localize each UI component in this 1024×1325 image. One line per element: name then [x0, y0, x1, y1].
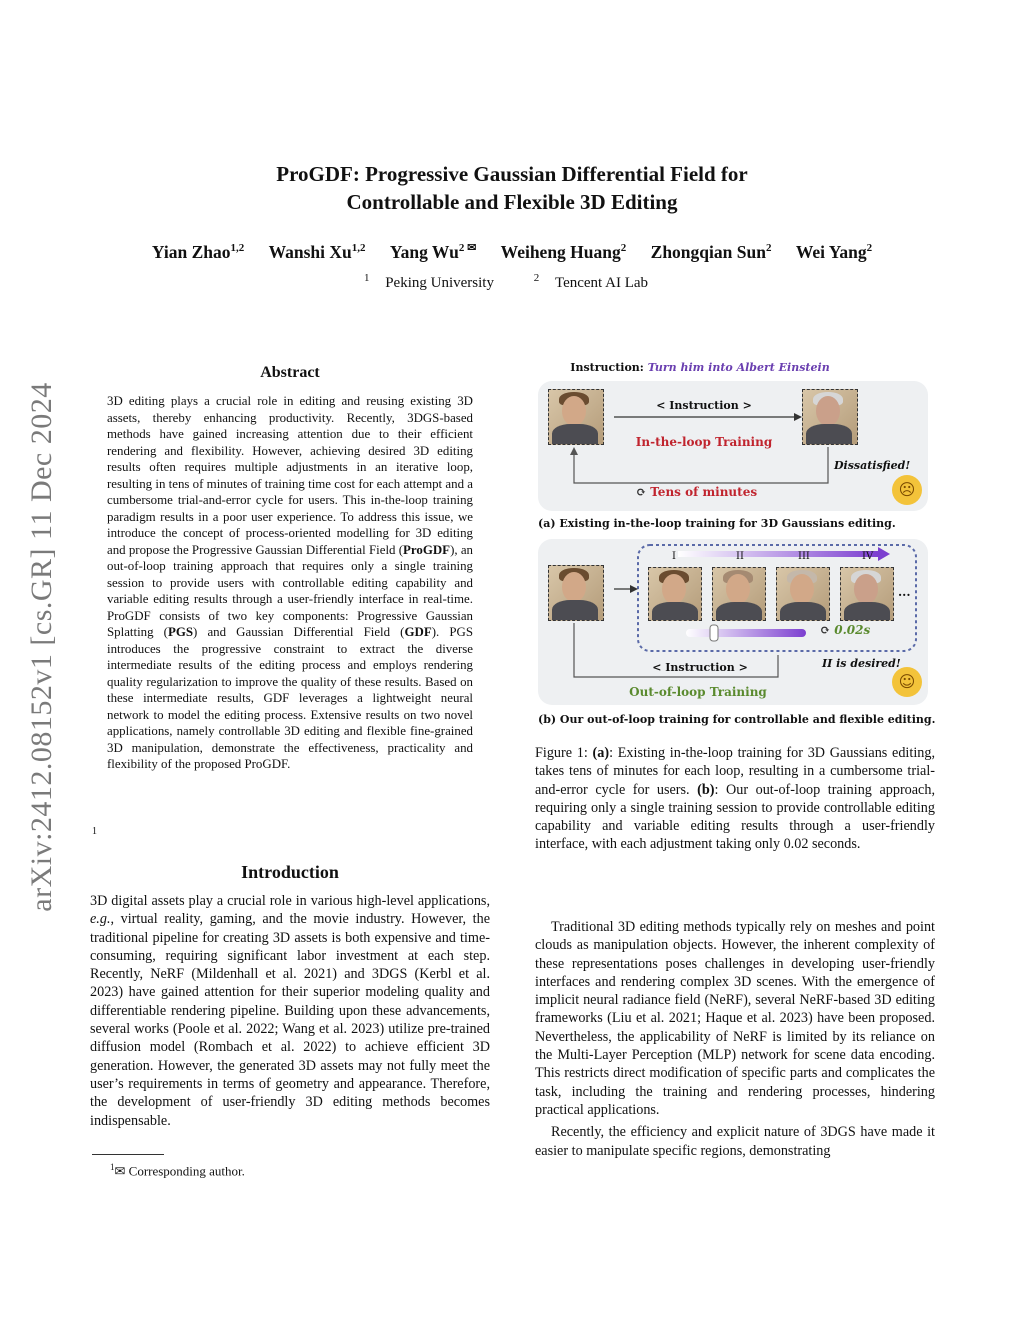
paper-title [0, 160, 1024, 216]
time-cost-b: ⟳ 0.02s [820, 623, 871, 637]
panel-b [538, 539, 928, 705]
footnote-rule [92, 1154, 164, 1155]
loop-icon: ⟳ [820, 623, 831, 637]
stage-3-face-image [776, 567, 830, 621]
stage-label: I [672, 551, 676, 562]
stage-2-face-image [712, 567, 766, 621]
panel-a-caption: (a) Existing in-the-loop training for 3D Gaussians editing. [538, 517, 896, 530]
figure-1 [530, 355, 940, 731]
desired-label: II is desired! [822, 657, 901, 670]
author: Yang $Wu^{2 ✉}$ [389, 242, 477, 262]
abstract-body: 3D editing plays a crucial role in editing and reusing existing 3D assets, thereby enhancing productivity. Recently, 3DGS-based methods have gained increasing attention due to their efficient rendering and flexibility. However, achieving desired 3D editing results often requires multiple adjustments in an iterative loop, resulting in tens of minutes of training time cost for each attempt and a cumbersome trial-and-error cycle for users. This in-the-loop training paradigm results in a poor user experience. To address this issue, we introduce the concept of process-oriented modelling for 3D editing and propose the Progressive Gaussian Differential Field (ProGDF), an out-of-loop training approach that requires only a single training session to provide users with controllable editing capability and variable editing results through a user-friendly interface in real-time. ProGDF consists of two key components: Progressive Gaussian Splatting (PGS) and Gaussian Differential Field (GDF). PGS introduces the progressive constraint to extract the diverse intermediate results of the editing process and employs rendering quality regularization to improve the quality of these results. Based on these intermediate results, GDF leverages a lightweight neural network to model the editing process. Extensive results on two novel applications, namely controllable 3D editing and flexible fine-grained 3D manipulation, demonstrate the effectiveness, practicality and flexibility of the proposed ProGDF. [107, 394, 473, 771]
more-stages-ellipsis: ... [898, 585, 911, 599]
stage-4-face-image [840, 567, 894, 621]
time-cost-a: ⟳ Tens of minutes [636, 485, 758, 499]
title-line-1: ProGDF: Progressive Gaussian Differential Field for [276, 162, 748, 186]
introduction-body: 3D digital assets play a crucial role in various high-level applications, e.g., virtual reality, gaming, and the movie industry. However, the traditional pipeline for creating 3D assets is both expensive and time-consuming, requiring significant labor investment at each step. Recently, NeRF (Mildenhall et al. 2021) and 3DGS (Kerbl et al. 2023) have gained attention for their superior modeling quality and differentiable rendering pipeline. Building upon these advancements, several works (Poole et al. 2022; Wang et al. 2023) utilize pre-trained diffusion model (Rombach et al. 2022) to achieve efficient 3D generation. However, the generated 3D assets may not fully meet the user’s requirements in terms of geometry and appearance. Therefore, the development of user-friendly 3D editing methods becomes indispensable. [90, 893, 490, 1129]
stage-label: II [736, 551, 744, 562]
abstract-heading: Abstract [260, 364, 320, 381]
stage-label: IV [862, 551, 874, 562]
arxiv-stamp: arXiv:2412.08152v1 [cs.GR] 11 Dec 2024 [25, 382, 58, 912]
figure-caption: Figure 1: (a): Existing in-the-loop training for 3D Gaussians editing, takes tens of minutes for each loop, resulting in a cumbersome trial-and-error cycle for users. (b): Our out-of-loop training approach, requiring only a single training session to provide controllable editing capability and variable editing results through a user-friendly interface, with each adjustment taking only 0.02 seconds. [535, 745, 935, 853]
affiliation: $^2$ Tencent AI Lab [533, 272, 649, 291]
figure-instruction: Instruction: Turn him into Albert Einstein [570, 361, 830, 374]
author: Wanshi Xu$^{1,2}$ [268, 242, 366, 262]
loop-icon: ⟳ [636, 485, 647, 499]
stage-label: III [798, 551, 810, 562]
out-of-loop-label: Out-of-loop Training [629, 685, 767, 699]
paragraph: Recently, the efficiency and explicit nature of 3DGS have made it easier to manipulate specific regions, demonstrating [535, 1124, 935, 1159]
happy-face-icon: ☺ [892, 667, 922, 697]
in-the-loop-label: In-the-loop Training [635, 435, 773, 449]
footnote: $^1$✉ Corresponding author. [110, 1162, 245, 1179]
stage-1-face-image [648, 567, 702, 621]
instruction-box-b: < Instruction > [652, 661, 748, 674]
author-list [0, 240, 1024, 264]
author: Wei Yang$^2$ [795, 242, 873, 262]
title-line-2: Controllable and Flexible 3D Editing [346, 190, 678, 214]
paragraph: Traditional 3D editing methods typically rely on meshes and point clouds as manipulation objects. However, the inherent complexity of these representations poses challenges in developing user-friendly interfaces and rendering complex 3D scenes. With the emergence of implicit neural radiance field (NeRF), several NeRF-based 3D editing frameworks (Liu et al. 2021; Haque et al. 2023) have been proposed. Nevertheless, the applicability of NeRF is limited by its reliance on the Multi-Layer Perception (MLP) network for scene data encoding. This restricts direct modification of specific parts and complicates the task, including the training and rendering processes, hindering practical applications. [535, 919, 935, 1118]
panel-a [538, 381, 928, 511]
author: Weiheng Huang$^2$ [500, 242, 627, 262]
affiliation: $^1$ Peking University [363, 272, 494, 291]
author: Zhongqian Sun$^2$ [650, 242, 772, 262]
sad-face-icon: ☹ [892, 475, 922, 505]
introduction-heading: Introduction [241, 862, 339, 882]
footnote-marker: 1 [92, 826, 97, 837]
affiliations [0, 273, 1024, 293]
panel-b-graphics [538, 539, 928, 705]
right-column-body [535, 918, 935, 1160]
dissatisfied-label: Dissatisfied! [834, 459, 911, 472]
author: Yian Zhao$^{1,2}$ [151, 242, 245, 262]
panel-b-caption: (b) Our out-of-loop training for controllable and flexible editing. [538, 713, 936, 726]
instruction-box-a: < Instruction > [656, 399, 752, 412]
